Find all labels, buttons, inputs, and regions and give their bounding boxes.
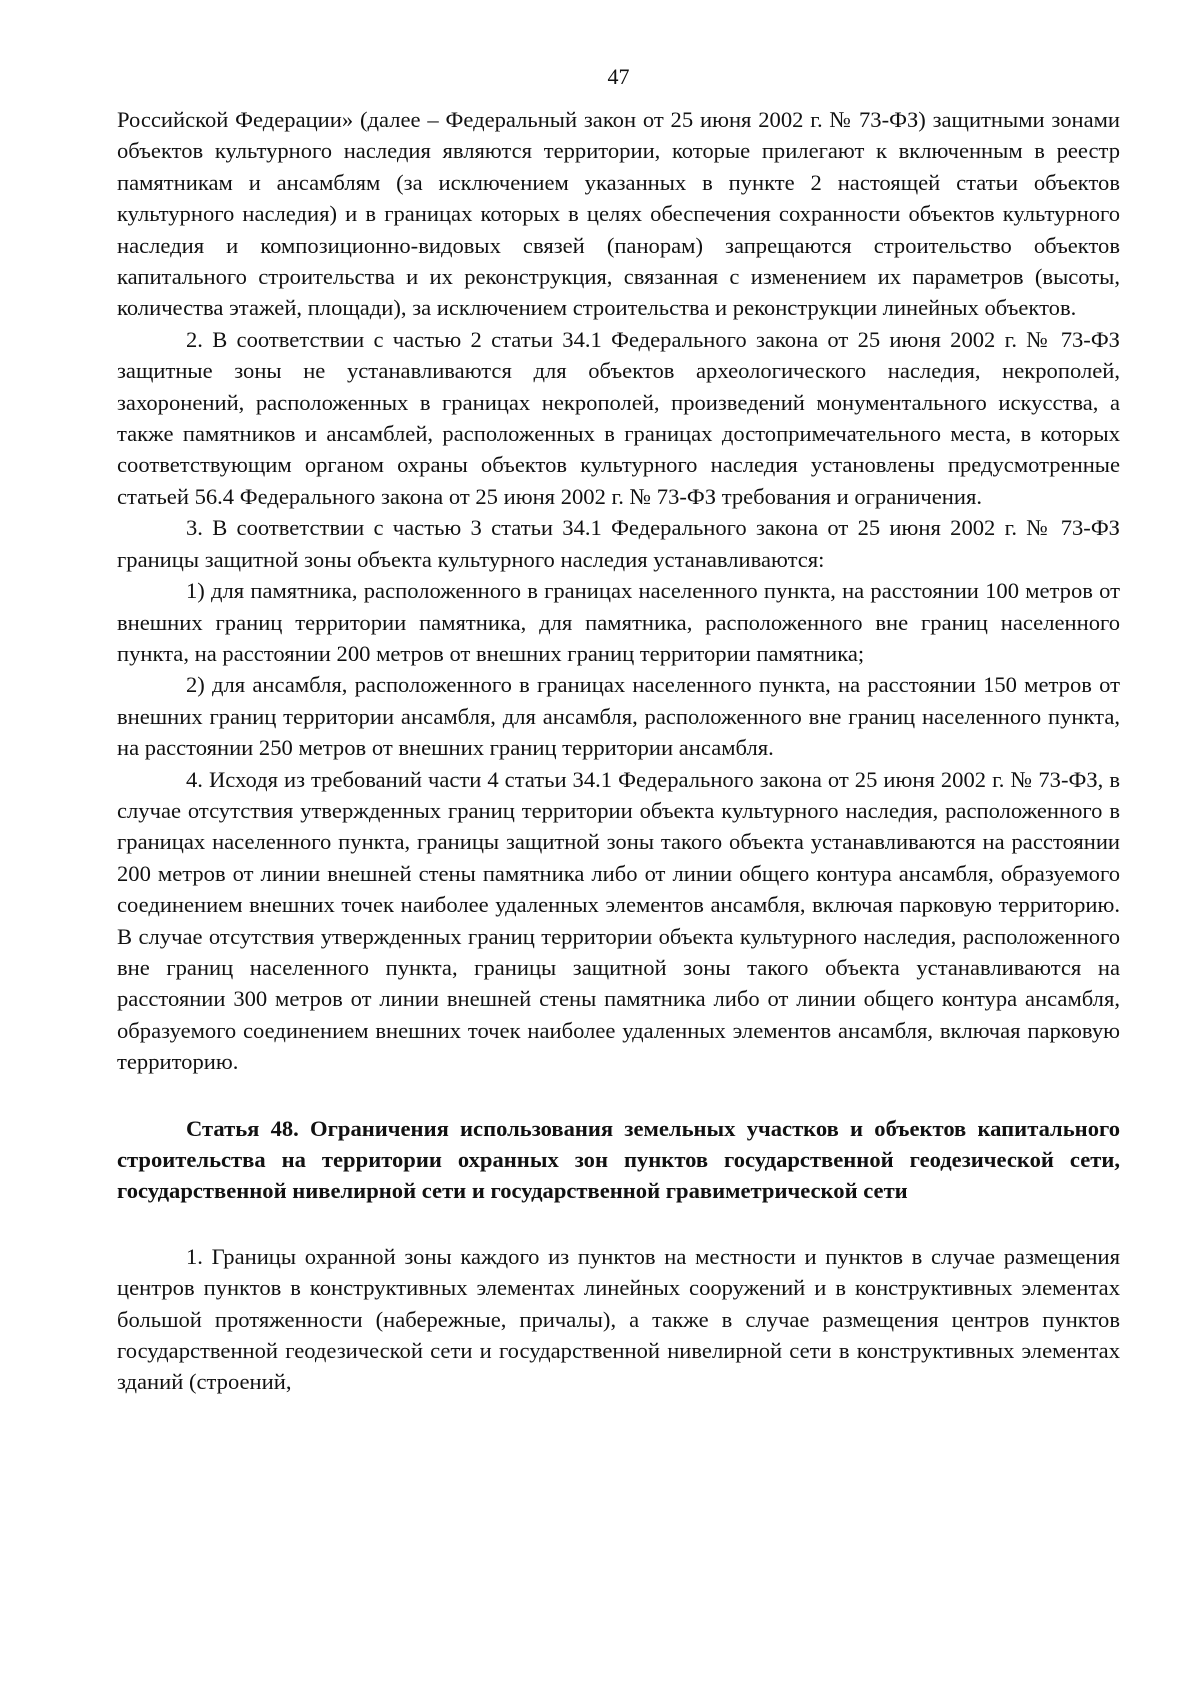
paragraph-item-3: 3. В соответствии с частью 3 статьи 34.1 Федерального закона от 25 июня 2002 г. № 73-ФЗ границы защитной зоны объекта культурного наследия устанавливаются: [117, 515, 1120, 572]
paragraph-item-1: 1. Границы охранной зоны каждого из пунктов на местности и пунктов в случае размещения центров пунктов в конструктивных элементах линейных сооружений и в конструктивных элементах большой протяженности (набережные, причалы), а также в случае размещения центров пунктов государственной геодезической сети и государственной нивелирной сети в конструктивных элементах зданий (строений, [117, 1243, 1120, 1395]
paragraph-continuation: Российской Федерации» (далее – Федеральный закон от 25 июня 2002 г. № 73-ФЗ) защитными зонами объектов культурного наследия являются территории, которые прилегают к включенным в реестр памятникам и ансамблям (за исключением указанных в пункте 2 настоящей статьи объектов культурного наследия) и в границах которых в целях обеспечения сохранности объектов культурного наследия и композиционно-видовых связей (панорам) запрещаются строительство объектов капитального строительства и их реконструкция, связанная с изменением их параметров (высоты, количества этажей, площади), за исключением строительства и реконструкции линейных объектов. [117, 107, 1120, 321]
document-page [117, 62, 1120, 1398]
page-number: 47 [607, 64, 630, 89]
subparagraph-2: 2) для ансамбля, расположенного в границах населенного пункта, на расстоянии 150 метров от внешних границ территории ансамбля, для ансамбля, расположенного вне границ населенного пункта, на расстоянии 250 метров от внешних границ территории ансамбля. [117, 672, 1120, 761]
paragraph-item-2: 2. В соответствии с частью 2 статьи 34.1 Федерального закона от 25 июня 2002 г. № 73-ФЗ защитные зоны не устанавливаются для объектов археологического наследия, некрополей, захоронений, расположенных в границах некрополей, произведений монументального искусства, а также памятников и ансамблей, расположенных в границах достопримечательного места, в которых соответствующим органом охраны объектов культурного наследия установлены предусмотренные статьей 56.4 Федерального закона от 25 июня 2002 г. № 73-ФЗ требования и ограничения. [117, 326, 1120, 509]
subparagraph-1: 1) для памятника, расположенного в границах населенного пункта, на расстоянии 100 метров от внешних границ территории памятника, для памятника, расположенного вне границ населенного пункта, на расстоянии 200 метров от внешних границ территории памятника; [117, 578, 1120, 666]
paragraph-item-4: 4. Исходя из требований части 4 статьи 34.1 Федерального закона от 25 июня 2002 г. № 73-ФЗ, в случае отсутствия утвержденных границ территории объекта культурного наследия, расположенного в границах населенного пункта, границы защитной зоны такого объекта устанавливаются на расстоянии 200 метров от линии внешней стены памятника либо от линии общего контура ансамбля, образуемого соединением внешних точек наиболее удаленных элементов ансамбля, включая парковую территорию. В случае отсутствия утвержденных границ территории объекта культурного наследия, расположенного вне границ населенного пункта, границы защитной зоны такого объекта устанавливаются на расстоянии 300 метров от линии внешней стены памятника либо от линии общего контура ансамбля, образуемого соединением внешних точек наиболее удаленных элементов ансамбля, включая парковую территорию. [117, 766, 1120, 1075]
article-heading: Статья 48. Ограничения использования земельных участков и объектов капитального строительства на территории охранных зон пунктов государственной геодезической сети, государственной нивелирной сети и государственной гравиметрической сети [117, 1115, 1120, 1204]
